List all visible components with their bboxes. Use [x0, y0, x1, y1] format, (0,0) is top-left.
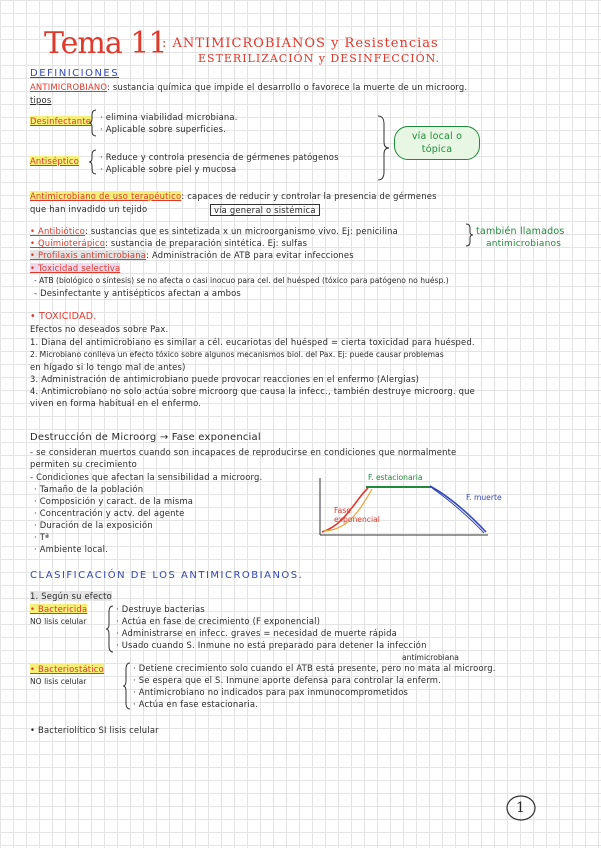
condicion-3: · Concentración y actv. del agente [34, 508, 185, 518]
quimioterapico-text: : sustancia de preparación sintética. Ej: sulfas [105, 238, 308, 248]
antimicrobiano-def: : sustancia química que impide el desarrollo o favorece la muerte de un microorg. [107, 82, 468, 92]
toxicidad-item-2: 2. Microbiano conlleva un efecto tóxico sobre algunos mecanismos biol. del Pax. Ej: puede causar problemas [30, 350, 444, 359]
bacteriostatico-term: • Bacteriostático [30, 664, 104, 674]
desinfectante-line-1: · elimina viabilidad microbiana. [100, 112, 238, 122]
condiciones-title: - Condiciones que afectan la sensibilidad a microorg. [30, 472, 263, 482]
condicion-2: · Composición y caract. de la misma [34, 496, 194, 506]
brace-antiseptico [89, 150, 96, 174]
bactericida-line-2: · Actúa en fase de crecimiento (F exponencial) [116, 616, 321, 626]
uso-terapeutico-def-2: que han invadido un tejido [30, 204, 148, 214]
toxicidad-heading: • TOXICIDAD. [30, 311, 97, 322]
chart-label-muerte: F. muerte [466, 493, 502, 502]
segun-efecto: 1. Según su efecto [30, 591, 112, 601]
tambien-llamados-1: también llamados [476, 226, 565, 237]
toxicidad-item-1: 1. Diana del antimicrobiano es similar a cél. eucariotas del huésped = cierta toxicidad para huésped. [30, 337, 475, 347]
desinfectante-line-2: · Aplicable sobre superficies. [100, 124, 227, 134]
condicion-5: · Tª [34, 532, 50, 542]
brace-tambien [466, 224, 473, 246]
bacteriostatico-line-1: · Detiene crecimiento solo cuando el ATB está presente, pero no mata al microorg. [133, 663, 496, 673]
desinfectante-term: Desinfectante [30, 116, 92, 126]
profilaxis-text: : Administración de ATB para evitar infecciones [146, 250, 354, 260]
antimicrobiano-term: ANTIMICROBIANO [30, 82, 107, 92]
tambien-llamados-2: antimicrobianos [486, 239, 562, 249]
condicion-4: · Duración de la exposición [34, 520, 153, 530]
uso-terapeutico-term: Antimicrobiano de uso terapéutico [30, 191, 182, 201]
chart-label-exponencial: Fase exponencial [334, 506, 380, 524]
toxicidad-item-4: 4. Antimicrobiano no solo actúa sobre microorg que causa la infecc., también destruye microorg. que [30, 386, 475, 396]
bacteriolitico-note: SI lisis celular [98, 725, 159, 735]
bactericida-sub: antimicrobiana [402, 653, 459, 662]
antiseptico-line-2: · Aplicable sobre piel y mucosa [100, 164, 237, 174]
brace-bacteriostatico [123, 663, 130, 709]
brace-big-right [378, 116, 389, 180]
toxicidad-item-4b: viven en forma habitual en el enfermo. [30, 398, 202, 408]
bactericida-line-1: · Destruye bacterias [116, 604, 205, 614]
toxicidad-item-3: 3. Administración de antimicrobiano puede provocar reacciones en el enfermo (Alergias) [30, 374, 420, 384]
bacteriolitico-term: • Bacteriolítico [30, 725, 96, 735]
chart-label-estacionaria: F. estacionaria [368, 473, 423, 482]
quimioterapico-term: • Quimioterápico [30, 238, 106, 248]
clasificacion-heading: CLASIFICACIÓN DE LOS ANTIMICROBIANOS. [30, 570, 304, 581]
antibiotico-text: : sustancias que es sintetizada x un microorganismo vivo. Ej: penicilina [84, 226, 398, 236]
brace-bactericida [106, 606, 113, 652]
toxicidad-intro: Efectos no deseados sobre Pax. [30, 324, 169, 334]
toxicidad-selectiva-line-1: - ATB (biológico o síntesis) se no afecta o casi inocuo para cel. del huésped (tóxico para patógeno no huésp.) [34, 276, 449, 285]
destruccion-heading: Destrucción de Microorg → Fase exponencial [30, 432, 261, 443]
toxicidad-item-2b: en hígado si lo tengo mal de antes) [30, 362, 186, 372]
bactericida-line-4: · Usado cuando S. Inmune no está preparado para detener la infección [116, 640, 427, 650]
antibiotico-term: • Antibiótico [30, 226, 85, 236]
via-general-note: vía general o sistémica [210, 204, 320, 216]
antiseptico-line-1: · Reduce y controla presencia de gérmenes patógenos [100, 152, 339, 162]
bactericida-note: NO lisis celular [30, 617, 87, 626]
destruccion-line-1: - se consideran muertos cuando son incapaces de reproducirse en condiciones que normalmente [30, 447, 457, 457]
bacteriostatico-line-4: · Actúa en fase estacionaria. [133, 699, 259, 709]
destruccion-line-2: permiten su crecimiento [30, 459, 137, 469]
bacteriostatico-line-3: · Antimicrobiano no indicados para pax inmunocomprometidos [133, 687, 409, 697]
uso-terapeutico-def-1: : capaces de reducir y controlar la presencia de gérmenes [181, 191, 437, 201]
title-subtitle-2: ESTERILIZACIÓN y DESINFECCIÓN. [198, 52, 441, 65]
title-subtitle-1: : ANTIMICROBIANOS y Resistencias [162, 36, 439, 51]
profilaxis-term: • Profilaxis antimicrobiana [30, 250, 147, 260]
bacteriostatico-line-2: · Se espera que el S. Inmune aporte defensa para controlar la enferm. [133, 675, 441, 685]
condicion-1: · Tamaño de la población [34, 484, 144, 494]
via-local-note: vía local o tópica [394, 126, 480, 160]
bacteriolitico-item [30, 725, 159, 735]
bactericida-line-3: · Administrarse en infecc. graves = necesidad de muerte rápida [116, 628, 397, 638]
toxicidad-selectiva-term: • Toxicidad selectiva [30, 263, 121, 273]
antiseptico-term: Antiséptico [30, 156, 80, 166]
tipos-label: tipos [30, 95, 52, 105]
bactericida-term: • Bactericida [30, 604, 88, 614]
brace-desinfectante [89, 110, 96, 136]
page-title: Tema 11 [44, 26, 167, 61]
bacteriostatico-note: NO lisis celular [30, 677, 87, 686]
toxicidad-selectiva-line-2: - Desinfectante y antisépticos afectan a ambos [34, 288, 241, 298]
definiciones-heading: DEFINICIONES [30, 68, 120, 79]
page-number: 1 [516, 800, 525, 816]
condicion-6: · Ambiente local. [34, 544, 108, 554]
